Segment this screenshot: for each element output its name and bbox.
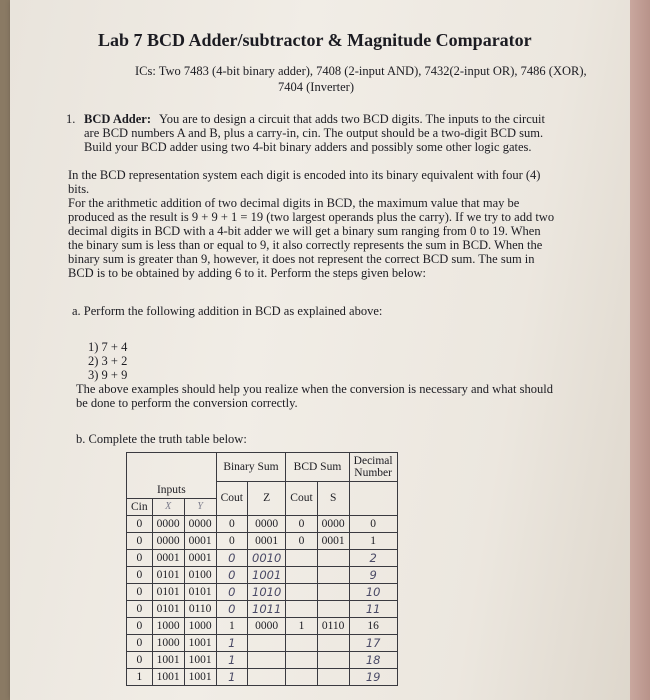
section-1-text-line: Build your BCD adder using two 4-bit binary adders and possibly some other logic gates.: [84, 140, 532, 154]
cell-cin: 0: [127, 566, 153, 583]
table-row: [127, 600, 398, 617]
cell-y: 0101: [184, 583, 216, 600]
cell-y: 1000: [184, 617, 216, 634]
cell-z: [248, 651, 286, 668]
cell-cin: 0: [127, 634, 153, 651]
cell-z: 0001: [248, 532, 286, 549]
cell-x: 0001: [152, 549, 184, 566]
cell-z: 0000: [248, 617, 286, 634]
cell-z: 0000: [248, 515, 286, 532]
body-text-line: BCD is to be obtained by adding 6 to it. Perform the steps given below:: [68, 266, 426, 280]
body-text-line: For the arithmetic addition of two decimal digits in BCD, the maximum value that may be: [68, 196, 520, 210]
cell-z: 0010: [248, 549, 286, 566]
cell-binary-cout: 1: [216, 651, 247, 668]
cell-x: 1001: [152, 651, 184, 668]
table-row: [127, 515, 398, 532]
page-title: Lab 7 BCD Adder/subtractor & Magnitude Comparator: [98, 30, 532, 50]
conclusion-line: be done to perform the conversion correctly.: [76, 396, 298, 410]
cell-binary-cout: 0: [216, 549, 247, 566]
cell-cin: 0: [127, 617, 153, 634]
cell-decimal: 9: [349, 566, 397, 583]
cell-bcd-cout: [286, 583, 317, 600]
cell-x: 1000: [152, 634, 184, 651]
cell-s: [317, 634, 349, 651]
cell-bcd-cout: 0: [286, 515, 317, 532]
cell-y: 0100: [184, 566, 216, 583]
background-edge: [630, 0, 650, 700]
header-x: X: [152, 498, 184, 515]
table-row: [127, 634, 398, 651]
header-row-inputs: [127, 482, 398, 499]
header-z: Z: [248, 482, 286, 516]
header-cin: Cin: [127, 498, 153, 515]
cell-z: 1011: [248, 600, 286, 617]
cell-decimal: 2: [349, 549, 397, 566]
document-page: [10, 0, 642, 700]
table-row: [127, 651, 398, 668]
section-1-label: BCD Adder:: [84, 112, 152, 126]
table-row: [127, 566, 398, 583]
cell-y: 1001: [184, 651, 216, 668]
table-row: [127, 532, 398, 549]
cell-bcd-cout: [286, 549, 317, 566]
cell-x: 0000: [152, 532, 184, 549]
body-text-line: binary sum is greater than 9, however, it does not represent the correct BCD sum. The sum in: [68, 252, 535, 266]
header-row-1: [127, 453, 398, 482]
table-row: [127, 583, 398, 600]
cell-x: 0101: [152, 600, 184, 617]
header-cout-bcd: Cout: [286, 482, 317, 516]
ics-line-1: ICs: Two 7483 (4-bit binary adder), 7408 (2-input AND), 7432(2-input OR), 7486 (XOR),: [135, 64, 587, 78]
cell-cin: 0: [127, 515, 153, 532]
cell-s: 0001: [317, 532, 349, 549]
ics-line-2: 7404 (Inverter): [278, 80, 355, 94]
cell-decimal: 17: [349, 634, 397, 651]
cell-x: 0000: [152, 515, 184, 532]
cell-cin: 0: [127, 532, 153, 549]
header-inputs: Inputs: [127, 482, 217, 499]
cell-x: 0101: [152, 583, 184, 600]
cell-decimal: 11: [349, 600, 397, 617]
cell-binary-cout: 0: [216, 566, 247, 583]
body-text-line: produced as the result is 9 + 9 + 1 = 19 (two largest operands plus the carry). If we try to add two: [68, 210, 555, 224]
cell-cin: 0: [127, 600, 153, 617]
cell-decimal: 1: [349, 532, 397, 549]
cell-s: 0110: [317, 617, 349, 634]
table-row: [127, 549, 398, 566]
table-row: [127, 668, 398, 685]
header-binary-sum: Binary Sum: [216, 453, 286, 482]
cell-y: 0001: [184, 549, 216, 566]
cell-decimal: 10: [349, 583, 397, 600]
cell-bcd-cout: [286, 668, 317, 685]
table-row: [127, 617, 398, 634]
header-decimal-number: [349, 453, 397, 482]
cell-y: 0110: [184, 600, 216, 617]
cell-cin: 0: [127, 583, 153, 600]
cell-x: 1000: [152, 617, 184, 634]
example-1: 1) 7 + 4: [88, 340, 128, 354]
cell-s: [317, 549, 349, 566]
cell-s: [317, 651, 349, 668]
cell-binary-cout: 1: [216, 634, 247, 651]
cell-s: 0000: [317, 515, 349, 532]
cell-binary-cout: 1: [216, 668, 247, 685]
section-1-number: 1.: [66, 112, 76, 126]
item-b-text: b. Complete the truth table below:: [76, 432, 247, 446]
example-3: 3) 9 + 9: [88, 368, 128, 382]
cell-binary-cout: 0: [216, 583, 247, 600]
cell-bcd-cout: 1: [286, 617, 317, 634]
cell-decimal: 19: [349, 668, 397, 685]
header-bcd-sum: BCD Sum: [286, 453, 349, 482]
cell-s: [317, 668, 349, 685]
cell-s: [317, 600, 349, 617]
cell-bcd-cout: [286, 600, 317, 617]
cell-y: 0001: [184, 532, 216, 549]
cell-y: 1001: [184, 634, 216, 651]
header-cout-binary: Cout: [216, 482, 247, 516]
cell-decimal: 16: [349, 617, 397, 634]
cell-binary-cout: 0: [216, 600, 247, 617]
cell-binary-cout: 0: [216, 515, 247, 532]
cell-x: 0101: [152, 566, 184, 583]
body-text-line: bits.: [68, 182, 90, 196]
cell-z: [248, 668, 286, 685]
header-number-word: Number: [354, 467, 392, 479]
cell-bcd-cout: [286, 651, 317, 668]
body-text-line: the binary sum is less than or equal to 9, it also correctly represents the sum in BCD. When the: [68, 238, 543, 252]
header-y: Y: [184, 498, 216, 515]
cell-z: 1001: [248, 566, 286, 583]
conclusion-line: The above examples should help you realize when the conversion is necessary and what should: [76, 382, 553, 396]
header-s: S: [317, 482, 349, 516]
cell-y: 1001: [184, 668, 216, 685]
body-text-line: In the BCD representation system each digit is encoded into its binary equivalent with four (4): [68, 168, 541, 182]
cell-bcd-cout: 0: [286, 532, 317, 549]
truth-table: [126, 452, 398, 686]
cell-cin: 0: [127, 549, 153, 566]
cell-y: 0000: [184, 515, 216, 532]
item-a-text: a. Perform the following addition in BCD as explained above:: [72, 304, 383, 318]
cell-x: 1001: [152, 668, 184, 685]
cell-z: 1010: [248, 583, 286, 600]
header-decimal-word: Decimal: [353, 455, 393, 467]
cell-decimal: 0: [349, 515, 397, 532]
cell-s: [317, 566, 349, 583]
cell-bcd-cout: [286, 566, 317, 583]
cell-binary-cout: 1: [216, 617, 247, 634]
cell-decimal: 18: [349, 651, 397, 668]
section-1-text-line: are BCD numbers A and B, plus a carry-in, cin. The output should be a two-digit BCD sum.: [84, 126, 544, 140]
section-1-text-line: You are to design a circuit that adds two BCD digits. The inputs to the circuit: [159, 112, 545, 126]
cell-z: [248, 634, 286, 651]
cell-binary-cout: 0: [216, 532, 247, 549]
example-2: 2) 3 + 2: [88, 354, 128, 368]
cell-cin: 0: [127, 651, 153, 668]
body-text-line: decimal digits in BCD with a 4-bit adder we will get a binary sum ranging from 0 to 19. When: [68, 224, 541, 238]
cell-cin: 1: [127, 668, 153, 685]
cell-bcd-cout: [286, 634, 317, 651]
cell-s: [317, 583, 349, 600]
